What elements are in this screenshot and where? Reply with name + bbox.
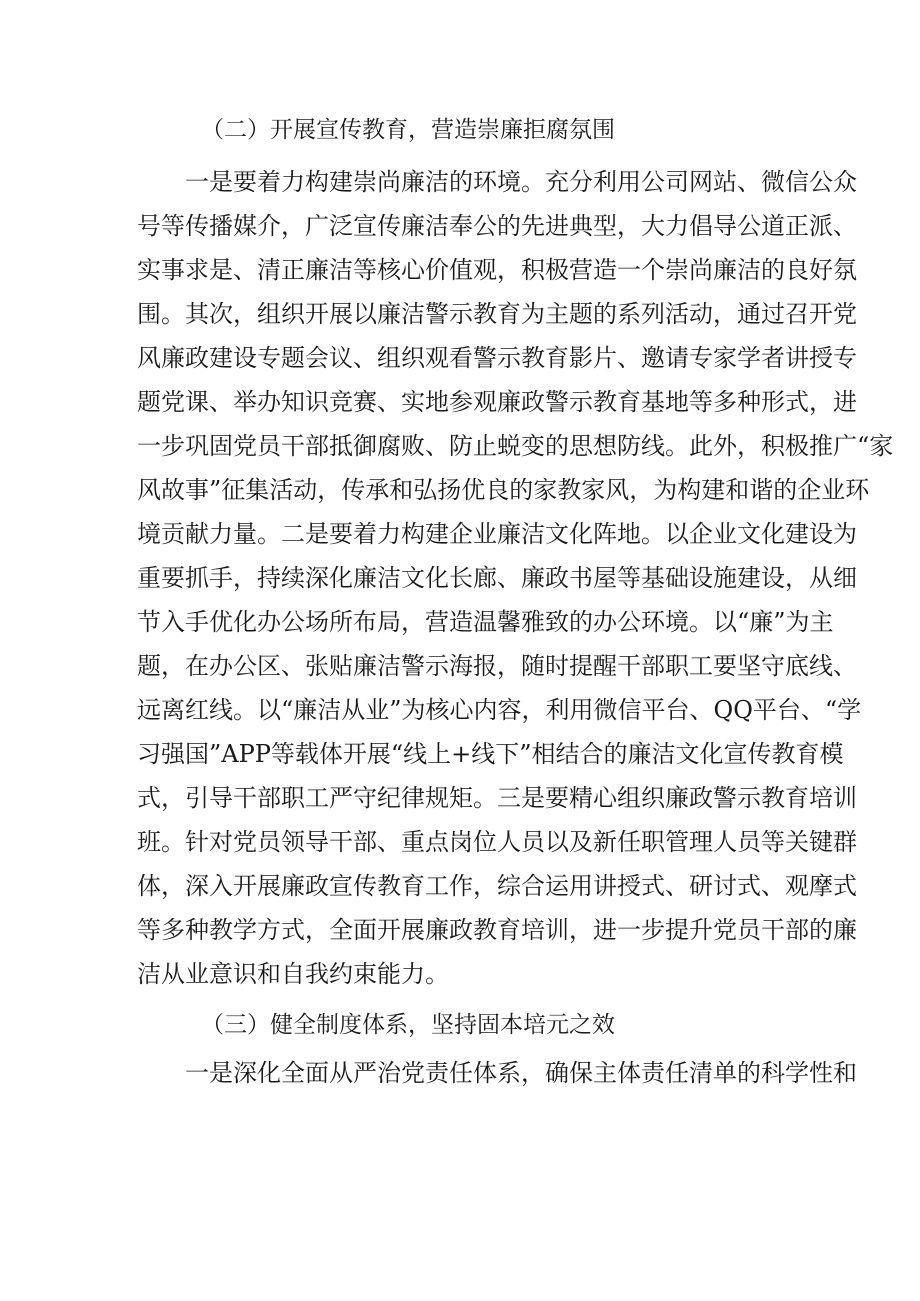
paragraph-line: 洁从业意识和自我约束能力。 bbox=[137, 960, 449, 988]
paragraph-line: 一步巩固党员干部抵御腐败、防止蜕变的思想防线。此外，积极推广“家 bbox=[137, 432, 894, 460]
paragraph-line: 实事求是、清正廉洁等核心价值观，积极营造一个崇尚廉洁的良好氛 bbox=[137, 256, 857, 284]
paragraph-line: 风廉政建设专题会议、组织观看警示教育影片、邀请专家学者讲授专 bbox=[137, 344, 857, 372]
paragraph-line: 式，引导干部职工严守纪律规矩。三是要精心组织廉政警示教育培训 bbox=[137, 784, 857, 812]
paragraph-line: 重要抓手，持续深化廉洁文化长廊、廉政书屋等基础设施建设，从细 bbox=[137, 564, 857, 592]
paragraph-line: 题，在办公区、张贴廉洁警示海报，随时提醒干部职工要坚守底线、 bbox=[137, 652, 857, 680]
section-heading-3: （三）健全制度体系，坚持固本培元之效 bbox=[201, 1012, 615, 1038]
paragraph-line: 体，深入开展廉政宣传教育工作，综合运用讲授式、研讨式、观摩式 bbox=[137, 872, 857, 900]
paragraph-line: 围。其次，组织开展以廉洁警示教育为主题的系列活动，通过召开党 bbox=[137, 300, 857, 328]
paragraph-line: 班。针对党员领导干部、重点岗位人员以及新任职管理人员等关键群 bbox=[137, 828, 857, 856]
paragraph-line: 习强国”APP等载体开展“线上+线下”相结合的廉洁文化宣传教育模 bbox=[137, 740, 844, 768]
paragraph-line: 境贡献力量。二是要着力构建企业廉洁文化阵地。以企业文化建设为 bbox=[137, 520, 857, 548]
paragraph-line: 节入手优化办公场所布局，营造温馨雅致的办公环境。以“廉”为主 bbox=[137, 608, 834, 636]
paragraph-line: 题党课、举办知识竞赛、实地参观廉政警示教育基地等多种形式，进 bbox=[137, 388, 857, 416]
section-heading-2: （二）开展宣传教育，营造崇廉拒腐氛围 bbox=[201, 117, 615, 143]
paragraph-line: 一是深化全面从严治党责任体系，确保主体责任清单的科学性和 bbox=[185, 1059, 857, 1087]
paragraph-line: 一是要着力构建崇尚廉洁的环境。充分利用公司网站、微信公众 bbox=[185, 168, 857, 196]
paragraph-line: 远离红线。以“廉洁从业”为核心内容，利用微信平台、QQ平台、“学 bbox=[137, 696, 862, 724]
paragraph-line: 风故事”征集活动，传承和弘扬优良的家教家风，为构建和谐的企业环 bbox=[137, 476, 870, 504]
paragraph-line: 等多种教学方式，全面开展廉政教育培训，进一步提升党员干部的廉 bbox=[137, 916, 857, 944]
paragraph-line: 号等传播媒介，广泛宣传廉洁奉公的先进典型，大力倡导公道正派、 bbox=[137, 212, 857, 240]
